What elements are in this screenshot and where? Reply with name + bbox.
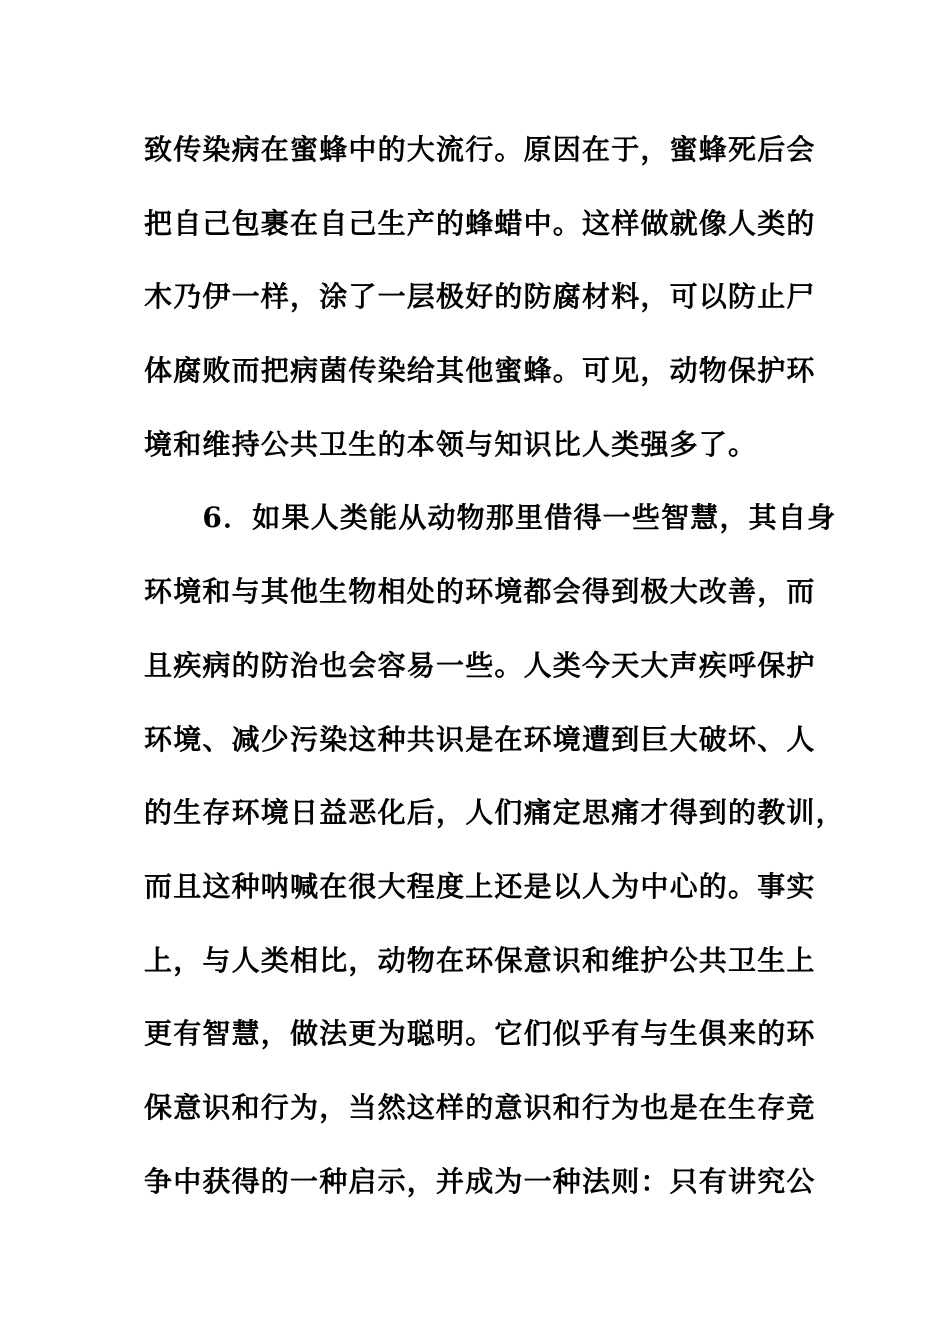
body-text [144,123,845,1228]
text-line: 境和维持公共卫生的本领与知识比人类强多了。 [144,427,758,461]
text-line: 的生存环境日益恶化后，人们痛定思痛才得到的教训， [144,796,845,830]
text-line: 体腐败而把病菌传染给其他蜜蜂。可见，动物保护环 [144,354,816,388]
text-line: 更有智慧，做法更为聪明。它们似乎有与生俱来的环 [144,1017,816,1051]
text-line: 环境、减少污染这种共识是在环境遭到巨大破坏、人 [144,722,816,756]
text-line: 木乃伊一样，涂了一层极好的防腐材料，可以防止尸 [144,280,816,314]
text-line: 争中获得的一种启示，并成为一种法则：只有讲究公 [144,1164,816,1198]
text-line: 保意识和行为，当然这样的意识和行为也是在生存竞 [144,1090,816,1124]
text-line: 环境和与其他生物相处的环境都会得到极大改善，而 [144,575,816,609]
text-line: 把自己包裹在自己生产的蜂蜡中。这样做就像人类的 [144,206,816,240]
text-line: 且疾病的防治也会容易一些。人类今天大声疾呼保护 [144,648,816,682]
text-line: 致传染病在蜜蜂中的大流行。原因在于，蜜蜂死后会 [144,133,816,166]
text-line: 上，与人类相比，动物在环保意识和维护公共卫生上 [144,943,816,977]
text-line: 而且这种呐喊在很大程度上还是以人为中心的。事实 [144,869,816,903]
text-line: 6．如果人类能从动物那里借得一些智慧，其自身 [144,501,837,535]
